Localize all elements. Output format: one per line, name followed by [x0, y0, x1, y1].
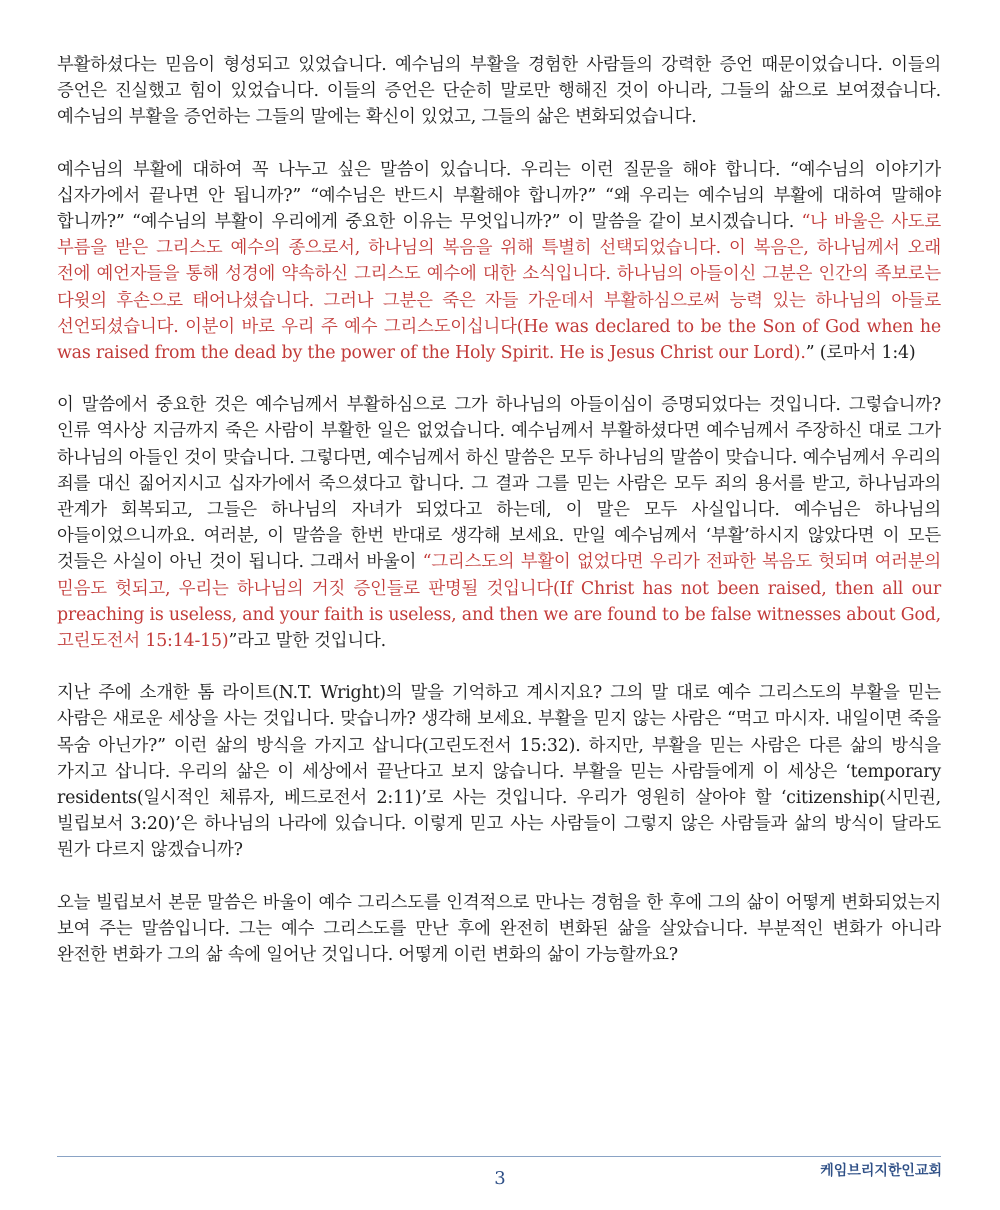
paragraph-2: [57, 157, 941, 367]
paragraph-5-text: 오늘 빌립보서 본문 말씀은 바울이 예수 그리스도를 인격적으로 만나는 경험을 한 후에 그의 삶이 어떻게 변화되었는지 보여 주는 말씀입니다. 그는 예수 그리스도를 만난 후에 완전히 변화된 삶을 살았습니다. 부분적인 변화가 아니라 완전한 변화가 그의 삶 속에 일어난 것입니다. 어떻게 이런 변화의 삶이 가능할까요?: [57, 892, 941, 966]
scripture-quote-corinthians: “그리스도의 부활이 없었다면 우리가 전파한 복음도 헛되며 여러분의 믿음도 헛되고, 우리는 하나님의 거짓 증인들로 판명될 것입니다(If Christ has not been raised, then all our preaching is useless, and your faith is useless, and then we are found to be false witnesses about God, 고린도전서 15:14-15): [57, 552, 941, 652]
paragraph-2-intro: 예수님의 부활에 대하여 꼭 나누고 싶은 말씀이 있습니다. 우리는 이런 질문을 해야 합니다. “예수님의 이야기가 십자가에서 끝나면 안 됩니까?” “예수님은 반드시 부활해야 합니까?” “왜 우리는 예수님의 부활에 대하여 말해야 합니까?” “예수님의 부활이 우리에게 중요한 이유는 무엇입니까?” 이 말씀을 같이 보시겠습니다.: [57, 159, 941, 233]
paragraph-4-text: 지난 주에 소개한 톰 라이트(N.T. Wright)의 말을 기억하고 계시지요? 그의 말 대로 예수 그리스도의 부활을 믿는 사람은 새로운 세상을 사는 것입니다. 맞습니까? 생각해 보세요. 부활을 믿지 않는 사람은 “먹고 마시자. 내일이면 죽을 목숨 아닌가?” 이런 삶의 방식을 가지고 삽니다(고린도전서 15:32). 하지만, 부활을 믿는 사람은 다른 삶의 방식을 가지고 삽니다. 우리의 삶은 이 세상에서 끝난다고 보지 않습니다. 부활을 믿는 사람들에게 이 세상은 ‘temporary residents(일시적인 체류자, 베드로전서 2:11)’로 사는 것입니다. 우리가 영원히 살아야 할 ‘citizenship(시민권, 빌립보서 3:20)’은 하나님의 나라에 있습니다. 이렇게 믿고 사는 사람들이 그렇지 않은 사람들과 삶의 방식이 달라도 뭔가 다르지 않겠습니까?: [57, 683, 941, 861]
footer-divider: [57, 1156, 941, 1157]
church-name: 케임브리지한인교회: [820, 1163, 942, 1179]
paragraph-1-text: 부활하셨다는 믿음이 형성되고 있었습니다. 예수님의 부활을 경험한 사람들의 강력한 증언 때문이었습니다. 이들의 증언은 진실했고 힘이 있었습니다. 이들의 증언은 단순히 말로만 행해진 것이 아니라, 그들의 삶으로 보여졌습니다. 예수님의 부활을 증언하는 그들의 말에는 확신이 있었고, 그들의 삶은 변화되었습니다.: [57, 55, 941, 128]
scripture-reference: ” (로마서 1:4): [805, 343, 916, 364]
scripture-quote-romans: “나 바울은 사도로 부름을 받은 그리스도 예수의 종으로서, 하나님의 복음을 위해 특별히 선택되었습니다. 이 복음은, 하나님께서 오래 전에 예언자들을 통해 성경에 약속하신 그리스도 예수에 대한 소식입니다. 하나님의 아들이신 그분은 인간의 족보로는 다윗의 후손으로 태어나셨습니다. 그러나 그분은 죽은 자들 가운데서 부활하심으로써 능력 있는 하나님의 아들로 선언되셨습니다. 이분이 바로 우리 주 예수 그리스도이십니다(He was declared to be the Son of God when he was raised from the dead by the power of the Holy Spirit. He is Jesus Christ our Lord).: [57, 212, 941, 364]
page-body: [57, 52, 941, 994]
paragraph-5: [57, 890, 941, 969]
paragraph-3-intro: 이 말씀에서 중요한 것은 예수님께서 부활하심으로 그가 하나님의 아들이심이 증명되었다는 것입니다. 그렇습니까? 인류 역사상 지금까지 죽은 사람이 부활한 일은 없었습니다. 예수님께서 부활하셨다면 예수님께서 주장하신 대로 그가 하나님의 아들인 것이 맞습니다. 그렇다면, 예수님께서 하신 말씀은 모두 하나님의 말씀이 맞습니다. 예수님께서 우리의 죄를 대신 짊어지시고 십자가에서 죽으셨다고 합니다. 그 결과 그를 믿는 사람은 모두 죄의 용서를 받고, 하나님과의 관계가 회복되고, 그들은 하나님의 자녀가 되었다고 하는데, 이 말은 모두 사실입니다. 예수님은 하나님의 아들이었으니까요. 여러분, 이 말씀을 한번 반대로 생각해 보세요. 만일 예수님께서 ‘부활’하시지 않았다면 이 모든 것들은 사실이 아닌 것이 됩니다. 그래서 바울이: [57, 395, 941, 573]
paragraph-4: [57, 680, 941, 863]
paragraph-3-closing: ”라고 말한 것입니다.: [228, 631, 386, 652]
paragraph-3: [57, 392, 941, 654]
page-number: 3: [494, 1168, 506, 1189]
paragraph-1: [57, 52, 941, 131]
